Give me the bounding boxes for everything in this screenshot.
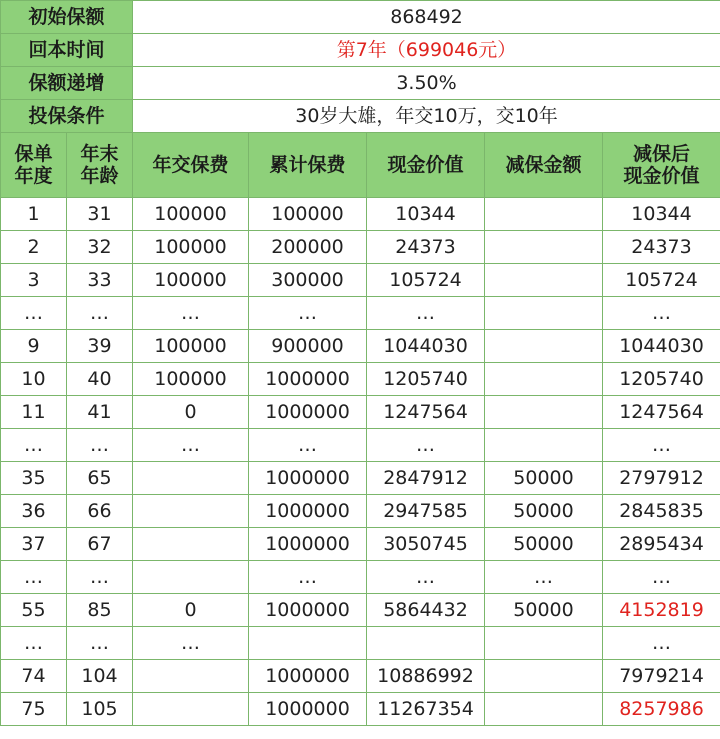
table-row [1, 693, 720, 726]
table-cell [133, 495, 249, 528]
table-cell: 1000000 [249, 594, 367, 627]
column-header-line: 年度 [14, 165, 53, 187]
column-header-line: 累计保费 [269, 154, 346, 176]
table-cell [485, 297, 603, 330]
table-cell: 50000 [485, 594, 603, 627]
table-cell: 66 [67, 495, 133, 528]
table-row [1, 495, 720, 528]
table-cell: 200000 [249, 231, 367, 264]
table-cell: … [249, 297, 367, 330]
table-cell: 9 [1, 330, 67, 363]
summary-label: 初始保额 [1, 1, 133, 34]
table-cell: 3 [1, 264, 67, 297]
column-header-line: 现金价值 [623, 165, 700, 187]
table-cell: 1000000 [249, 660, 367, 693]
column-header [249, 133, 367, 198]
table-cell: 1247564 [367, 396, 485, 429]
column-header-line: 年交保费 [152, 154, 229, 176]
table-cell: 55 [1, 594, 67, 627]
table-cell [133, 693, 249, 726]
table-cell: … [249, 561, 367, 594]
table-cell: … [133, 297, 249, 330]
column-header-line: 年龄 [80, 165, 119, 187]
table-cell: 36 [1, 495, 67, 528]
summary-value: 第7年（699046元） [133, 34, 720, 67]
column-header [603, 133, 720, 198]
table-cell: 300000 [249, 264, 367, 297]
table-cell: … [603, 429, 720, 462]
table-cell: 11267354 [367, 693, 485, 726]
table-cell: 39 [67, 330, 133, 363]
table-row [1, 627, 720, 660]
summary-row [1, 34, 720, 67]
table-cell [485, 627, 603, 660]
table-cell: … [367, 561, 485, 594]
table-cell: … [603, 627, 720, 660]
table-cell: … [1, 627, 67, 660]
column-header [1, 133, 67, 198]
table-cell: 100000 [133, 363, 249, 396]
table-cell [485, 396, 603, 429]
table-cell [485, 363, 603, 396]
table-cell: … [67, 429, 133, 462]
table-cell: 1000000 [249, 693, 367, 726]
table-row [1, 363, 720, 396]
summary-row [1, 67, 720, 100]
table-cell: 105 [67, 693, 133, 726]
table-cell: 2797912 [603, 462, 720, 495]
table-row [1, 429, 720, 462]
table-cell: 24373 [603, 231, 720, 264]
table-cell: 32 [67, 231, 133, 264]
table-cell: 10886992 [367, 660, 485, 693]
table-cell: … [485, 561, 603, 594]
column-header-line: 现金价值 [387, 154, 464, 176]
table-cell: 100000 [133, 231, 249, 264]
table-cell: 7979214 [603, 660, 720, 693]
table-cell: 50000 [485, 528, 603, 561]
table-cell: … [1, 561, 67, 594]
table-cell: 8257986 [603, 693, 720, 726]
table-cell: 10344 [603, 198, 720, 231]
table-cell [485, 231, 603, 264]
column-header [367, 133, 485, 198]
summary-label: 投保条件 [1, 100, 133, 133]
table-cell: … [603, 297, 720, 330]
table-cell: 10 [1, 363, 67, 396]
table-cell: 1000000 [249, 528, 367, 561]
summary-row [1, 1, 720, 34]
table-cell [485, 693, 603, 726]
column-header [67, 133, 133, 198]
table-cell: 11 [1, 396, 67, 429]
table-cell: 1000000 [249, 462, 367, 495]
table-cell: 65 [67, 462, 133, 495]
table-cell: 1 [1, 198, 67, 231]
table-cell: 104 [67, 660, 133, 693]
table-row [1, 264, 720, 297]
table-cell: 4152819 [603, 594, 720, 627]
table-row [1, 198, 720, 231]
table-cell: … [67, 561, 133, 594]
table-cell: 1247564 [603, 396, 720, 429]
column-header [133, 133, 249, 198]
table-cell: 37 [1, 528, 67, 561]
column-header-row [1, 133, 720, 198]
table-cell: 1205740 [603, 363, 720, 396]
summary-row [1, 100, 720, 133]
table-cell: 2847912 [367, 462, 485, 495]
table-cell [485, 429, 603, 462]
cash-value-table [0, 132, 720, 726]
summary-value: 3.50% [133, 67, 720, 100]
column-header-line: 减保后 [632, 143, 690, 165]
column-header-line: 保单 [14, 143, 53, 165]
table-row [1, 528, 720, 561]
summary-value: 30岁大雄，年交10万，交10年 [133, 100, 720, 133]
table-cell: 2 [1, 231, 67, 264]
table-cell: 1000000 [249, 495, 367, 528]
table-cell: … [367, 297, 485, 330]
table-row [1, 594, 720, 627]
table-cell: 67 [67, 528, 133, 561]
table-cell: 105724 [603, 264, 720, 297]
table-cell: 1044030 [367, 330, 485, 363]
table-cell [133, 660, 249, 693]
table-row [1, 297, 720, 330]
table-cell: 0 [133, 594, 249, 627]
table-cell: 100000 [133, 198, 249, 231]
summary-table [0, 0, 720, 133]
table-cell: 100000 [249, 198, 367, 231]
table-cell: 24373 [367, 231, 485, 264]
table-row [1, 231, 720, 264]
table-cell: … [1, 297, 67, 330]
table-cell: 75 [1, 693, 67, 726]
table-cell [485, 264, 603, 297]
table-cell: 50000 [485, 462, 603, 495]
table-cell: 74 [1, 660, 67, 693]
table-cell: 33 [67, 264, 133, 297]
table-cell: 2845835 [603, 495, 720, 528]
table-cell: … [249, 429, 367, 462]
table-cell: 2947585 [367, 495, 485, 528]
table-cell: 1000000 [249, 363, 367, 396]
table-row [1, 462, 720, 495]
table-cell: 3050745 [367, 528, 485, 561]
table-cell: … [133, 627, 249, 660]
table-cell [485, 330, 603, 363]
column-header [485, 133, 603, 198]
table-row [1, 330, 720, 363]
table-cell: 10344 [367, 198, 485, 231]
table-cell: 35 [1, 462, 67, 495]
summary-label: 保额递增 [1, 67, 133, 100]
table-cell: … [1, 429, 67, 462]
table-cell: 50000 [485, 495, 603, 528]
table-cell: … [67, 297, 133, 330]
table-cell: 0 [133, 396, 249, 429]
table-row [1, 561, 720, 594]
table-cell: 900000 [249, 330, 367, 363]
table-cell [367, 627, 485, 660]
table-cell: 2895434 [603, 528, 720, 561]
table-cell [133, 462, 249, 495]
table-cell: 1000000 [249, 396, 367, 429]
summary-label: 回本时间 [1, 34, 133, 67]
table-cell: 40 [67, 363, 133, 396]
table-cell: 5864432 [367, 594, 485, 627]
table-cell [485, 660, 603, 693]
table-cell [133, 528, 249, 561]
table-row [1, 396, 720, 429]
column-header-line: 年末 [80, 143, 119, 165]
table-row [1, 660, 720, 693]
table-cell: … [67, 627, 133, 660]
table-cell: 85 [67, 594, 133, 627]
table-cell: 31 [67, 198, 133, 231]
table-cell [133, 561, 249, 594]
table-cell: … [367, 429, 485, 462]
table-cell: … [603, 561, 720, 594]
table-cell [485, 198, 603, 231]
table-cell: 100000 [133, 264, 249, 297]
column-header-line: 减保金额 [505, 154, 582, 176]
table-cell: 100000 [133, 330, 249, 363]
table-cell: … [133, 429, 249, 462]
table-cell: 1044030 [603, 330, 720, 363]
table-cell [249, 627, 367, 660]
summary-value: 868492 [133, 1, 720, 34]
table-cell: 105724 [367, 264, 485, 297]
table-cell: 1205740 [367, 363, 485, 396]
table-cell: 41 [67, 396, 133, 429]
